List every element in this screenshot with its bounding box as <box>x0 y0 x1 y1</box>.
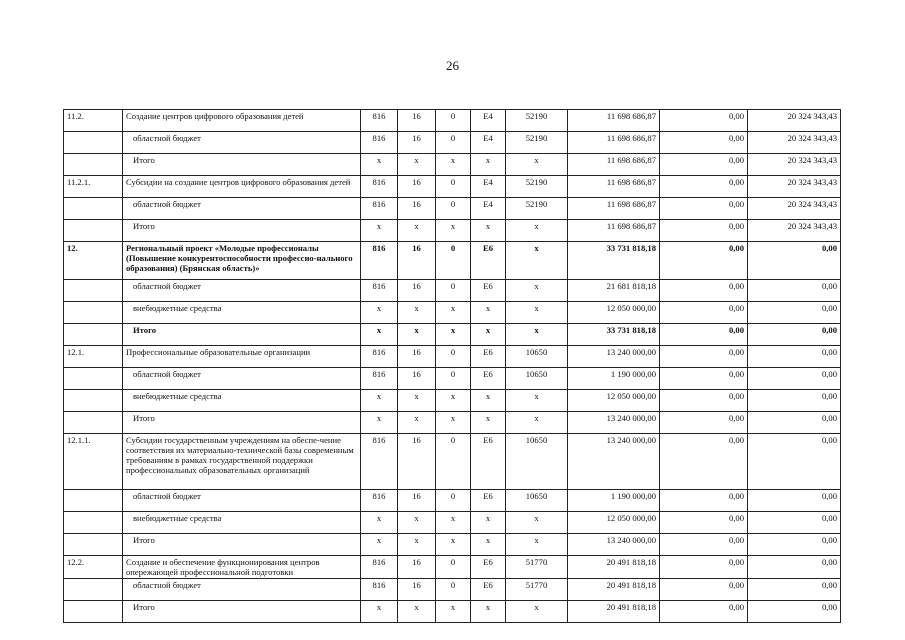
cell-code: 12. <box>64 242 123 280</box>
cell-a1: 1 190 000,00 <box>568 490 660 512</box>
cell-c3: x <box>436 154 471 176</box>
cell-c3: 0 <box>436 176 471 198</box>
cell-code: 12.1. <box>64 346 123 368</box>
cell-name: Итого <box>123 324 361 346</box>
cell-c5: x <box>506 302 568 324</box>
cell-c1: 816 <box>361 198 398 220</box>
cell-c4: x <box>471 302 506 324</box>
cell-a2: 0,00 <box>660 390 748 412</box>
cell-name: внебюджетные средства <box>123 512 361 534</box>
table-row <box>64 220 841 242</box>
cell-c3: 0 <box>436 346 471 368</box>
cell-c5: x <box>506 512 568 534</box>
cell-a1: 13 240 000,00 <box>568 534 660 556</box>
cell-c1: x <box>361 390 398 412</box>
cell-c2: x <box>398 412 436 434</box>
cell-c3: 0 <box>436 110 471 132</box>
table-row <box>64 242 841 280</box>
cell-a2: 0,00 <box>660 198 748 220</box>
cell-a1: 13 240 000,00 <box>568 346 660 368</box>
cell-code <box>64 302 123 324</box>
cell-c3: x <box>436 302 471 324</box>
table-row <box>64 198 841 220</box>
cell-c5: x <box>506 534 568 556</box>
cell-a2: 0,00 <box>660 556 748 579</box>
cell-name: областной бюджет <box>123 280 361 302</box>
cell-name: внебюджетные средства <box>123 302 361 324</box>
cell-a3: 0,00 <box>748 368 841 390</box>
cell-a2: 0,00 <box>660 176 748 198</box>
cell-a3: 20 324 343,43 <box>748 198 841 220</box>
cell-name: областной бюджет <box>123 198 361 220</box>
cell-c2: 16 <box>398 556 436 579</box>
cell-c2: 16 <box>398 490 436 512</box>
cell-c3: x <box>436 220 471 242</box>
cell-code: 12.1.1. <box>64 434 123 490</box>
cell-c3: 0 <box>436 490 471 512</box>
cell-c5: 10650 <box>506 490 568 512</box>
cell-a2: 0,00 <box>660 280 748 302</box>
cell-a2: 0,00 <box>660 242 748 280</box>
cell-a3: 0,00 <box>748 434 841 490</box>
cell-a2: 0,00 <box>660 368 748 390</box>
cell-c1: x <box>361 302 398 324</box>
cell-a1: 12 050 000,00 <box>568 390 660 412</box>
cell-a3: 0,00 <box>748 302 841 324</box>
cell-c5: 51770 <box>506 579 568 601</box>
cell-c1: 816 <box>361 132 398 154</box>
table-row <box>64 280 841 302</box>
cell-c3: x <box>436 390 471 412</box>
cell-c1: x <box>361 220 398 242</box>
cell-c5: 52190 <box>506 176 568 198</box>
cell-code: 12.2. <box>64 556 123 579</box>
cell-a1: 1 190 000,00 <box>568 368 660 390</box>
cell-c5: x <box>506 280 568 302</box>
cell-name: областной бюджет <box>123 490 361 512</box>
cell-c1: 816 <box>361 242 398 280</box>
cell-code <box>64 390 123 412</box>
cell-a3: 20 324 343,43 <box>748 132 841 154</box>
cell-a3: 0,00 <box>748 346 841 368</box>
cell-a3: 0,00 <box>748 534 841 556</box>
cell-a2: 0,00 <box>660 434 748 490</box>
cell-c3: x <box>436 412 471 434</box>
table-row <box>64 601 841 623</box>
cell-c5: x <box>506 220 568 242</box>
cell-a2: 0,00 <box>660 601 748 623</box>
table-row <box>64 434 841 490</box>
cell-a3: 0,00 <box>748 412 841 434</box>
cell-c3: 0 <box>436 579 471 601</box>
table-row <box>64 368 841 390</box>
cell-c2: x <box>398 512 436 534</box>
cell-c5: x <box>506 412 568 434</box>
cell-c3: 0 <box>436 434 471 490</box>
cell-c3: 0 <box>436 556 471 579</box>
cell-c1: x <box>361 534 398 556</box>
cell-c1: 816 <box>361 368 398 390</box>
cell-a2: 0,00 <box>660 220 748 242</box>
cell-c4: E6 <box>471 280 506 302</box>
table-row <box>64 110 841 132</box>
cell-c4: x <box>471 220 506 242</box>
cell-a1: 33 731 818,18 <box>568 242 660 280</box>
cell-code <box>64 132 123 154</box>
cell-code <box>64 154 123 176</box>
cell-c5: x <box>506 242 568 280</box>
cell-a3: 20 324 343,43 <box>748 220 841 242</box>
table-row <box>64 302 841 324</box>
cell-c4: E4 <box>471 176 506 198</box>
cell-a2: 0,00 <box>660 512 748 534</box>
cell-c3: 0 <box>436 198 471 220</box>
cell-code <box>64 534 123 556</box>
budget-table <box>63 109 841 623</box>
cell-c2: x <box>398 220 436 242</box>
cell-a2: 0,00 <box>660 302 748 324</box>
cell-a1: 12 050 000,00 <box>568 512 660 534</box>
cell-a3: 20 324 343,43 <box>748 176 841 198</box>
cell-c3: 0 <box>436 280 471 302</box>
cell-c2: 16 <box>398 198 436 220</box>
cell-code <box>64 412 123 434</box>
table-row <box>64 534 841 556</box>
table-row <box>64 490 841 512</box>
cell-a3: 0,00 <box>748 490 841 512</box>
cell-a2: 0,00 <box>660 154 748 176</box>
cell-a2: 0,00 <box>660 346 748 368</box>
table-row <box>64 176 841 198</box>
cell-c1: x <box>361 154 398 176</box>
cell-a2: 0,00 <box>660 324 748 346</box>
cell-code <box>64 579 123 601</box>
cell-c1: x <box>361 601 398 623</box>
cell-name: Региональный проект «Молодые профессионалы (Повышение конкурентоспособности профессио-нального образования) (Брянская область)» <box>123 242 361 280</box>
cell-c3: x <box>436 534 471 556</box>
cell-c4: E6 <box>471 242 506 280</box>
cell-c1: 816 <box>361 280 398 302</box>
cell-code <box>64 490 123 512</box>
cell-code <box>64 324 123 346</box>
cell-name: Создание центров цифрового образования детей <box>123 110 361 132</box>
cell-c3: x <box>436 324 471 346</box>
cell-c3: 0 <box>436 368 471 390</box>
cell-name: Создание и обеспечение функционирования центров опережающей профессиональной подготовки <box>123 556 361 579</box>
cell-a3: 0,00 <box>748 324 841 346</box>
cell-c1: 816 <box>361 176 398 198</box>
cell-c4: E4 <box>471 132 506 154</box>
cell-c2: 16 <box>398 176 436 198</box>
cell-c5: 52190 <box>506 110 568 132</box>
cell-c3: x <box>436 512 471 534</box>
cell-c1: 816 <box>361 556 398 579</box>
cell-a2: 0,00 <box>660 412 748 434</box>
cell-c4: x <box>471 324 506 346</box>
cell-a3: 20 324 343,43 <box>748 110 841 132</box>
table-row <box>64 579 841 601</box>
cell-a1: 20 491 818,18 <box>568 556 660 579</box>
cell-a1: 11 698 686,87 <box>568 154 660 176</box>
cell-c1: 816 <box>361 490 398 512</box>
cell-c5: 10650 <box>506 434 568 490</box>
cell-c2: 16 <box>398 346 436 368</box>
cell-c2: x <box>398 154 436 176</box>
cell-code <box>64 198 123 220</box>
cell-code <box>64 512 123 534</box>
cell-c4: x <box>471 154 506 176</box>
cell-name: Субсидии на создание центров цифрового образования детей <box>123 176 361 198</box>
cell-c1: 816 <box>361 434 398 490</box>
cell-a3: 0,00 <box>748 556 841 579</box>
cell-name: Итого <box>123 154 361 176</box>
cell-c1: 816 <box>361 346 398 368</box>
cell-a3: 0,00 <box>748 579 841 601</box>
table-row <box>64 412 841 434</box>
cell-c1: x <box>361 412 398 434</box>
cell-c2: x <box>398 302 436 324</box>
cell-c1: x <box>361 512 398 534</box>
cell-c2: x <box>398 601 436 623</box>
cell-a1: 11 698 686,87 <box>568 110 660 132</box>
table-row <box>64 512 841 534</box>
cell-c4: E6 <box>471 368 506 390</box>
cell-name: внебюджетные средства <box>123 390 361 412</box>
cell-c1: x <box>361 324 398 346</box>
cell-a1: 11 698 686,87 <box>568 198 660 220</box>
table-row <box>64 390 841 412</box>
cell-c4: x <box>471 390 506 412</box>
cell-a2: 0,00 <box>660 132 748 154</box>
cell-a3: 0,00 <box>748 280 841 302</box>
cell-a1: 21 681 818,18 <box>568 280 660 302</box>
cell-a1: 11 698 686,87 <box>568 220 660 242</box>
cell-c5: x <box>506 324 568 346</box>
cell-c1: 816 <box>361 110 398 132</box>
cell-a1: 20 491 818,18 <box>568 579 660 601</box>
cell-c4: x <box>471 534 506 556</box>
cell-c3: 0 <box>436 242 471 280</box>
cell-c5: 52190 <box>506 132 568 154</box>
table-row <box>64 556 841 579</box>
cell-a1: 13 240 000,00 <box>568 412 660 434</box>
cell-a3: 0,00 <box>748 242 841 280</box>
cell-c4: E6 <box>471 490 506 512</box>
cell-c5: 52190 <box>506 198 568 220</box>
cell-a2: 0,00 <box>660 490 748 512</box>
cell-a3: 0,00 <box>748 601 841 623</box>
cell-name: областной бюджет <box>123 132 361 154</box>
cell-code: 11.2. <box>64 110 123 132</box>
cell-code <box>64 368 123 390</box>
cell-name: Субсидии государственным учреждениям на обеспе-чение соответствия их материально-технической базы современным требованиям в рамках государственной поддержки профессиональных образовательных организаций <box>123 434 361 490</box>
cell-name: Профессиональные образовательные организации <box>123 346 361 368</box>
cell-c5: x <box>506 154 568 176</box>
cell-a3: 20 324 343,43 <box>748 154 841 176</box>
cell-a2: 0,00 <box>660 110 748 132</box>
cell-c3: 0 <box>436 132 471 154</box>
cell-c4: E6 <box>471 346 506 368</box>
table-row <box>64 346 841 368</box>
cell-c5: x <box>506 601 568 623</box>
cell-a2: 0,00 <box>660 534 748 556</box>
cell-c2: 16 <box>398 368 436 390</box>
cell-c4: E4 <box>471 110 506 132</box>
cell-c3: x <box>436 601 471 623</box>
cell-a1: 12 050 000,00 <box>568 302 660 324</box>
cell-c4: E6 <box>471 434 506 490</box>
table-row <box>64 154 841 176</box>
cell-c5: 10650 <box>506 346 568 368</box>
cell-c1: 816 <box>361 579 398 601</box>
cell-code <box>64 601 123 623</box>
cell-c5: 51770 <box>506 556 568 579</box>
cell-name: Итого <box>123 601 361 623</box>
cell-c2: 16 <box>398 280 436 302</box>
cell-c5: x <box>506 390 568 412</box>
cell-c2: 16 <box>398 110 436 132</box>
page-number: 26 <box>446 58 459 73</box>
cell-name: областной бюджет <box>123 579 361 601</box>
cell-c4: x <box>471 512 506 534</box>
cell-c5: 10650 <box>506 368 568 390</box>
cell-c2: 16 <box>398 132 436 154</box>
cell-a3: 0,00 <box>748 390 841 412</box>
cell-code <box>64 220 123 242</box>
cell-a1: 33 731 818,18 <box>568 324 660 346</box>
cell-c2: 16 <box>398 434 436 490</box>
cell-c2: x <box>398 390 436 412</box>
cell-name: областной бюджет <box>123 368 361 390</box>
cell-a1: 11 698 686,87 <box>568 176 660 198</box>
cell-a2: 0,00 <box>660 579 748 601</box>
cell-c2: x <box>398 324 436 346</box>
cell-name: Итого <box>123 412 361 434</box>
cell-a1: 20 491 818,18 <box>568 601 660 623</box>
cell-c2: 16 <box>398 242 436 280</box>
cell-a3: 0,00 <box>748 512 841 534</box>
table-row <box>64 132 841 154</box>
cell-c2: 16 <box>398 579 436 601</box>
cell-c4: E4 <box>471 198 506 220</box>
cell-a1: 13 240 000,00 <box>568 434 660 490</box>
cell-a1: 11 698 686,87 <box>568 132 660 154</box>
cell-name: Итого <box>123 220 361 242</box>
cell-code: 11.2.1. <box>64 176 123 198</box>
cell-c4: x <box>471 601 506 623</box>
cell-c2: x <box>398 534 436 556</box>
cell-c4: E6 <box>471 556 506 579</box>
table-row <box>64 324 841 346</box>
cell-name: Итого <box>123 534 361 556</box>
cell-code <box>64 280 123 302</box>
cell-c4: x <box>471 412 506 434</box>
cell-c4: E6 <box>471 579 506 601</box>
